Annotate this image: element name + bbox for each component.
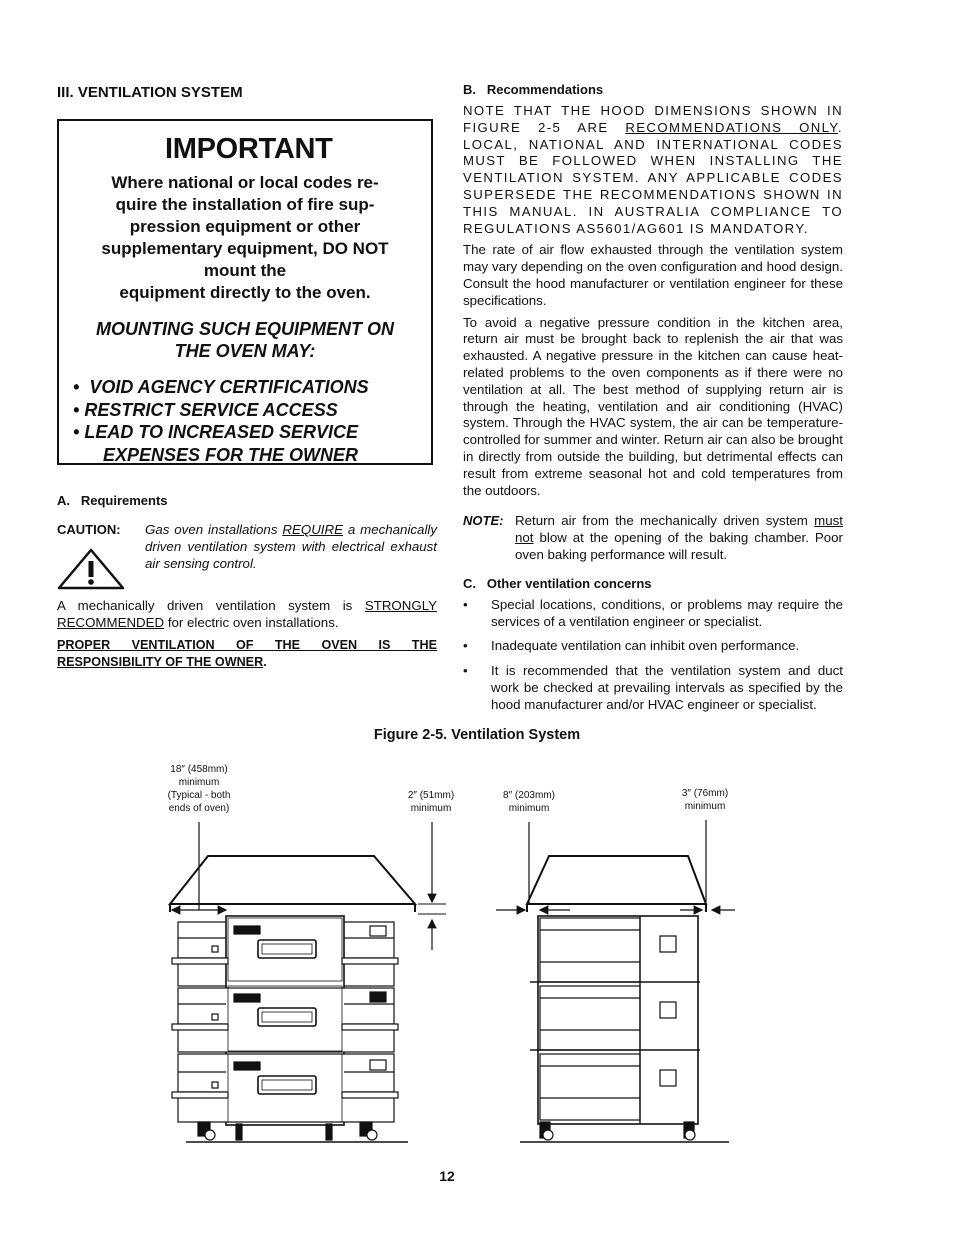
- dim-line: minimum: [178, 777, 220, 788]
- note-label: NOTE:: [463, 513, 504, 529]
- caution-label: CAUTION:: [57, 522, 121, 537]
- section-title: III. VENTILATION SYSTEM: [57, 84, 243, 101]
- list-item-text: RESTRICT SERVICE ACCESS: [84, 399, 338, 420]
- page-number: 12: [439, 1168, 455, 1184]
- important-sub-line: MOUNTING SUCH EQUIPMENT ON: [95, 319, 394, 339]
- dim-line: 3″ (76mm): [681, 788, 729, 799]
- text-part: blow at the opening of the baking chamber. Poor oven baking performance will result.: [515, 530, 843, 562]
- list-item-continuation: EXPENSES FOR THE OWNER: [103, 444, 359, 465]
- side-hood: [527, 856, 706, 912]
- list-item-text: Inadequate ventilation can inhibit oven performance.: [491, 638, 800, 654]
- important-title: IMPORTANT: [165, 133, 333, 165]
- requirements-heading: A. Requirements: [57, 493, 168, 508]
- bullet: •: [73, 377, 80, 397]
- front-hood: [170, 856, 415, 912]
- text-underlined: must not: [515, 513, 843, 546]
- important-line: Where national or local codes re-: [111, 173, 379, 192]
- bullet: •: [73, 399, 80, 420]
- airflow-paragraph: The rate of air flow exhausted through the ventilation system may vary depending on the oven configuration and hood design. Consult the hood manufacturer or ventilation engineer for these specifications.: [463, 242, 843, 308]
- text-underlined: RECOMMENDATIONS ONLY: [625, 119, 838, 135]
- important-line: pression equipment or other: [129, 217, 361, 236]
- dim-line: minimum: [684, 801, 726, 812]
- dim-line: minimum: [508, 803, 550, 814]
- dim-line: 18″ (458mm): [170, 764, 228, 775]
- bullet: •: [463, 596, 468, 612]
- text-part: .: [263, 654, 267, 669]
- bullet: •: [463, 663, 468, 679]
- dim-line: 2″ (51mm): [407, 790, 455, 801]
- caution-text-underlined: REQUIRE: [282, 522, 343, 537]
- dim-line: 8″ (203mm): [503, 790, 555, 801]
- text-underlined: PROPER VENTILATION OF THE OVEN IS THE RESPONSIBILITY OF THE OWNER: [57, 637, 437, 669]
- figure-title: Figure 2-5. Ventilation System: [373, 727, 581, 743]
- list-item-text: Special locations, conditions, or problems may require the services of a ventilation engineer or specialist.: [491, 596, 843, 629]
- bullet: •: [463, 638, 468, 654]
- other-concerns-heading: C. Other ventilation concerns: [463, 575, 652, 591]
- bullet: •: [73, 422, 80, 442]
- recommendations-heading: B. Recommendations: [463, 82, 604, 97]
- important-line: equipment directly to the oven.: [119, 283, 371, 302]
- text-part: Return air from the mechanically driven system: [515, 513, 815, 529]
- list-item-text: LEAD TO INCREASED SERVICE: [84, 422, 359, 442]
- text-part: for electric oven installations.: [164, 615, 339, 631]
- text-part: . LOCAL, NATIONAL AND INTERNATIONAL CODES MUST BE FOLLOWED WHEN INSTALLING THE VENTILATION SYSTEM. ANY APPLICABLE CODES SUPERSEDE THE RECOMMENDATIONS SHOWN IN THIS MANUAL. IN AUSTRALIA COMPLIANCE TO REGULATIONS AS5601/AG601 IS MANDATORY.: [463, 119, 843, 236]
- dim-line: ends of oven): [168, 803, 230, 814]
- list-item-text: It is recommended that the ventilation system and duct work be checked at prevailing intervals as specified by the hood manufacturer and/or HVAC engineer or specialist.: [491, 663, 843, 712]
- caution-text-part: Gas oven installations: [145, 522, 283, 537]
- return-air-paragraph: To avoid a negative pressure condition in the kitchen area, return air must be brought back to replenish the air that was exhausted. A negative pressure in the kitchen can cause heat-related problems to the oven components as if there were no ventilation at all. The best method of supplying return air is through the heating, ventilation and air conditioning (HVAC) system. Through the HVAC system, the air can be temperature-controlled for summer and winter. Return air can also be brought in directly from outside the building, but detrimental effects can result from extreme seasonal hot and cold temperatures from the outdoors.: [463, 314, 843, 498]
- text-part: A mechanically driven ventilation system is: [57, 598, 365, 614]
- caution-text-part: a mechanically driven ventilation system with electrical exhaust air sensing control.: [145, 522, 437, 571]
- list-item-text: VOID AGENCY CERTIFICATIONS: [89, 377, 369, 397]
- dim-line: minimum: [410, 803, 452, 814]
- dim-line: (Typical - both: [167, 790, 231, 801]
- important-sub-line: THE OVEN MAY:: [174, 341, 316, 361]
- text-part: NOTE THAT THE HOOD DIMENSIONS SHOWN IN FIGURE 2-5 ARE: [463, 103, 843, 135]
- important-line: quire the installation of fire sup-: [115, 195, 375, 214]
- text-underlined: STRONGLY RECOMMENDED: [57, 598, 437, 631]
- side-oven-stack: [530, 916, 700, 1140]
- important-line: mount the: [203, 261, 287, 280]
- front-oven-stack: [172, 916, 398, 1140]
- important-line: supplementary equipment, DO NOT: [101, 239, 389, 258]
